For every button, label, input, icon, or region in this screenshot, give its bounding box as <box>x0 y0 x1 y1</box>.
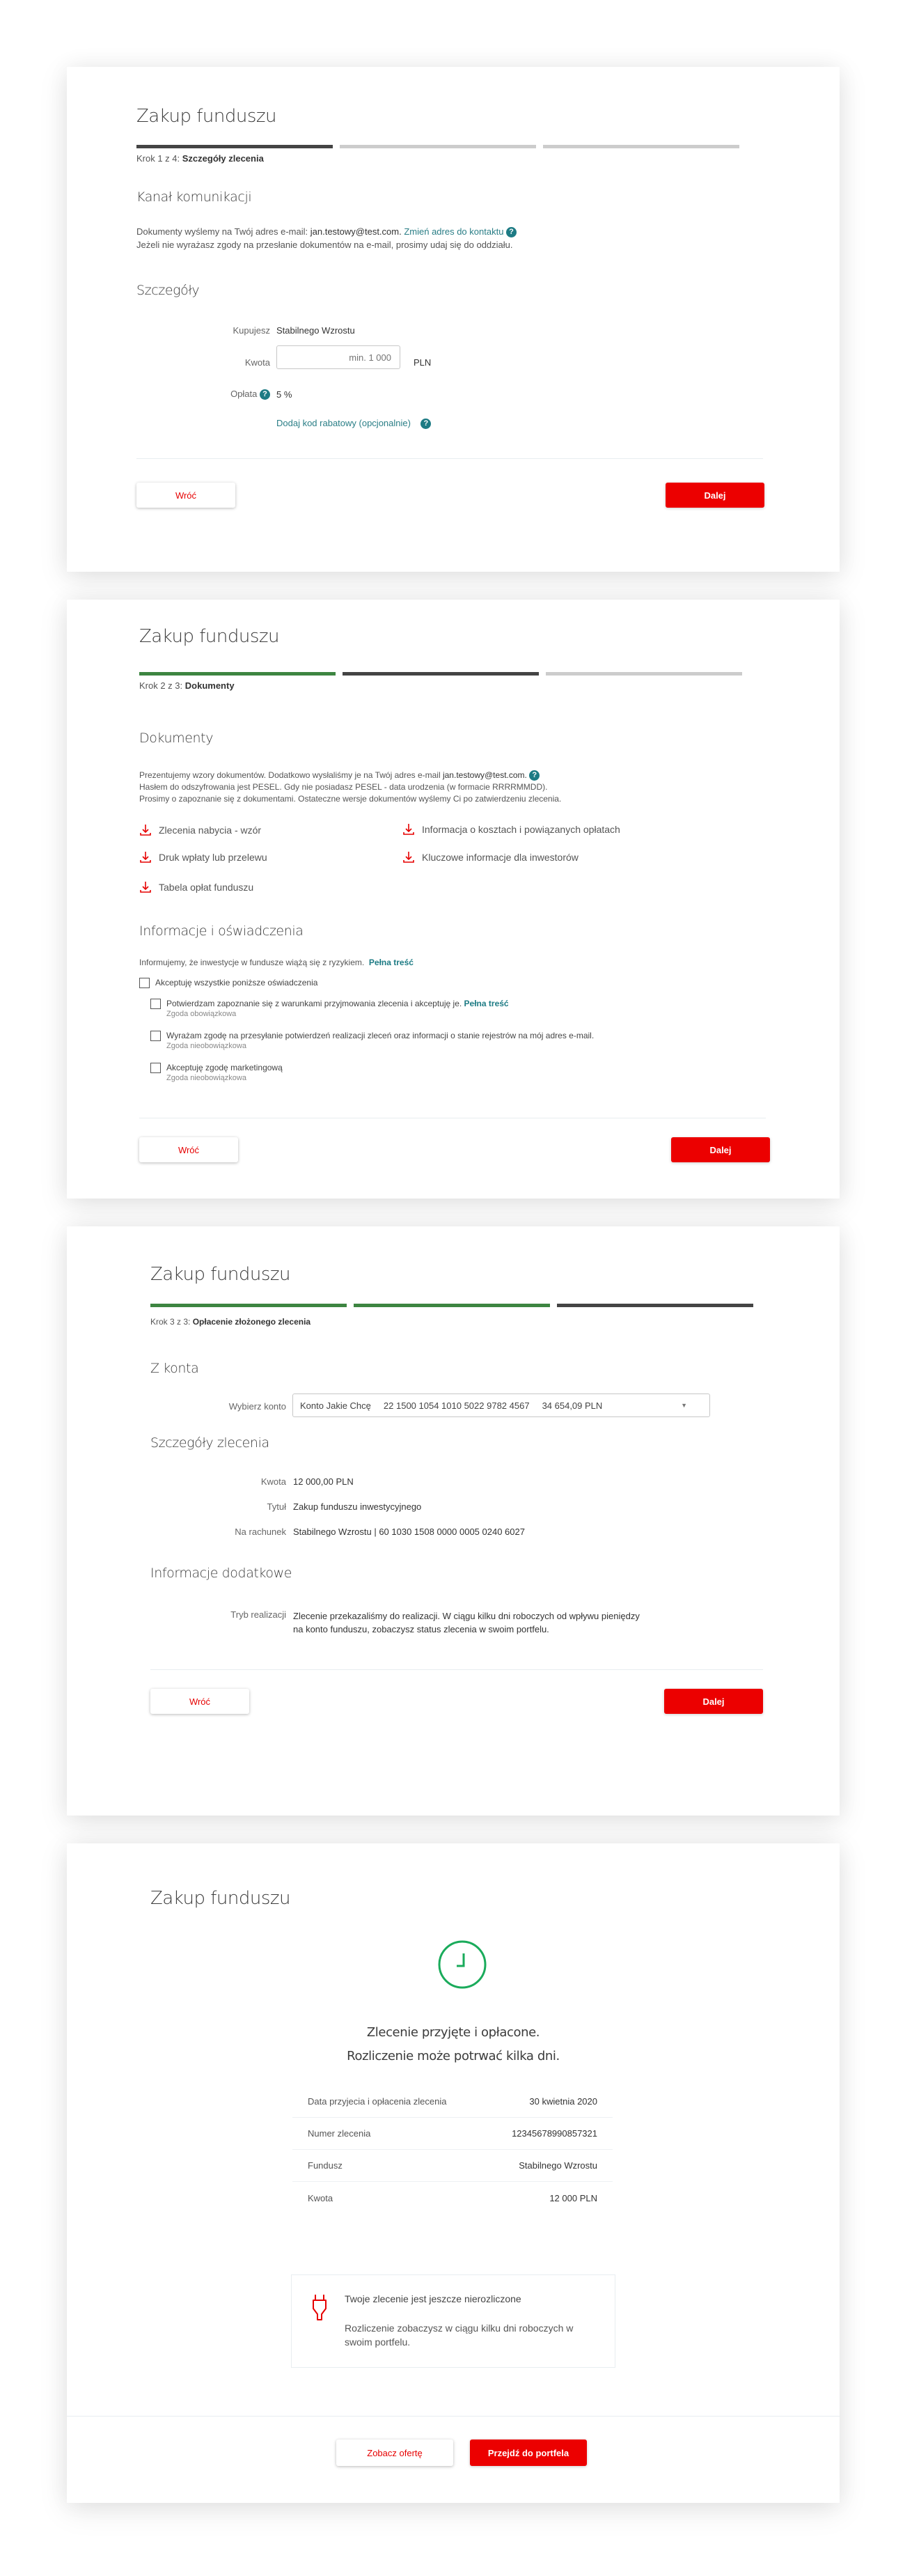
consent-checkbox[interactable] <box>150 1031 161 1041</box>
amount-label: Kwota <box>244 357 270 368</box>
account-number: 22 1500 1054 1010 5022 9782 4567 <box>383 1400 530 1411</box>
step-prefix: Krok 3 z 3: <box>150 1317 191 1327</box>
amount-currency: PLN <box>414 357 432 368</box>
status-line: Zlecenie przyjęte i opłacone. <box>366 2025 540 2040</box>
email-intro: Dokumenty wyślemy na Twój adres e-mail: <box>136 226 308 237</box>
document-link[interactable] <box>402 822 620 836</box>
account-label: Wybierz konto <box>228 1401 286 1412</box>
section-heading-statements: Informacje i oświadczenia <box>139 923 304 939</box>
document-label: Druk wpłaty lub przelewu <box>159 852 267 863</box>
accept-all-label: Akceptuję wszystkie poniższe oświadczenia <box>155 978 318 988</box>
consent-label <box>166 998 509 1009</box>
document-label: Zlecenia nabycia - wzór <box>159 825 262 836</box>
consent-text: Potwierdzam zapoznanie się z warunkami przyjmowania zlecenia i akceptuję je. <box>166 999 462 1008</box>
email-address: jan.testowy@test.com. <box>442 770 527 780</box>
step4-card <box>67 1843 840 2503</box>
step-prefix: Krok 1 z 4: <box>136 153 180 164</box>
communication-text <box>136 225 517 251</box>
progress-step-3 <box>557 1304 753 1307</box>
account-name: Konto Jakie Chcę <box>300 1400 371 1411</box>
fee-label-group <box>230 389 270 400</box>
consent-row[interactable] <box>150 1062 283 1083</box>
step-name: Dokumenty <box>184 680 235 691</box>
plug-icon <box>311 2293 328 2323</box>
help-icon[interactable]: ? <box>506 227 517 237</box>
consent-row[interactable] <box>150 998 509 1019</box>
download-icon <box>402 850 415 864</box>
summary-label: Data przyjecia i opłacenia zlecenia <box>308 2096 447 2107</box>
step-label <box>150 1317 310 1327</box>
full-text-link[interactable]: Pełna treść <box>368 958 414 967</box>
page-title: Zakup funduszu <box>139 626 280 647</box>
status-line: Rozliczenie może potrwać kilka dni. <box>347 2049 560 2063</box>
detail-label: Na rachunek <box>235 1527 286 1537</box>
step-label <box>139 680 235 691</box>
progress-step-3 <box>546 672 742 676</box>
consent-required-note: Zgoda obowiązkowa <box>166 1010 237 1018</box>
full-text-link[interactable]: Pełna treść <box>464 999 509 1008</box>
fee-label: Opłata <box>230 389 258 399</box>
summary-label: Fundusz <box>308 2160 343 2171</box>
notice-text <box>345 2321 573 2349</box>
back-button[interactable]: Wróć <box>136 483 235 508</box>
download-icon <box>139 823 152 837</box>
next-button[interactable]: Dalej <box>671 1137 770 1162</box>
discount-code-group <box>276 418 431 429</box>
notice-line: swoim portfelu. <box>345 2336 411 2348</box>
buy-label: Kupujesz <box>233 325 270 336</box>
step-name: Szczegóły zlecenia <box>182 153 264 164</box>
document-link[interactable] <box>139 850 267 864</box>
discount-code-link[interactable]: Dodaj kod rabatowy (opcjonalnie) <box>276 418 411 428</box>
password-info: Hasłem do odszyfrowania jest PESEL. Gdy nie posiadasz PESEL - data urodzenia (w formacie RRRRMMDD). <box>139 782 548 792</box>
step-name: Opłacenie złożonego zlecenia <box>192 1317 311 1327</box>
accept-all-checkbox[interactable] <box>139 978 150 988</box>
detail-label: Tytuł <box>267 1501 286 1512</box>
page-title: Zakup funduszu <box>150 1888 291 1909</box>
unsettled-notice <box>291 2274 615 2368</box>
summary-label: Kwota <box>308 2192 333 2203</box>
mode-text-line: na konto funduszu, zobaczysz status zlecenia w swoim portfelu. <box>293 1624 549 1634</box>
view-offer-button[interactable]: Zobacz ofertę <box>336 2440 453 2466</box>
step3-card <box>67 1226 840 1816</box>
step1-card <box>67 67 840 572</box>
summary-row <box>292 2182 613 2214</box>
mode-label: Tryb realizacji <box>230 1609 286 1620</box>
progress-step-1 <box>150 1304 347 1307</box>
notice-title: Twoje zlecenie jest jeszcze nierozliczone <box>345 2293 521 2304</box>
documents-description <box>139 770 561 805</box>
section-heading-details: Szczegóły <box>136 283 200 298</box>
download-icon <box>139 850 152 864</box>
mode-text-line: Zlecenie przekazaliśmy do realizacji. W ciągu kilku dni roboczych od wpływu pieniędzy <box>293 1611 640 1621</box>
download-icon <box>139 880 152 894</box>
document-label: Informacja o kosztach i powiązanych opłatach <box>422 824 620 835</box>
summary-value: 12345678990857321 <box>512 2128 597 2139</box>
step2-card <box>67 600 840 1199</box>
summary-value: 30 kwietnia 2020 <box>529 2096 597 2107</box>
section-heading-communication: Kanał komunikacji <box>136 189 252 205</box>
detail-value: Zakup funduszu inwestycyjnego <box>293 1501 422 1512</box>
summary-row <box>292 2150 613 2182</box>
progress-step-3 <box>543 145 739 148</box>
consent-checkbox[interactable] <box>150 1063 161 1073</box>
documents-intro: Prezentujemy wzory dokumentów. Dodatkowo wysłaliśmy je na Twój adres e-mail <box>139 770 441 780</box>
summary-value: Stabilnego Wzrostu <box>519 2160 597 2171</box>
summary-row <box>292 2086 613 2118</box>
risk-notice <box>139 956 414 969</box>
review-info: Prosimy o zapoznanie się z dokumentami. Ostateczne wersje dokumentów wyślemy Ci po zatwierdzeniu zlecenia. <box>139 794 562 804</box>
summary-row <box>292 2118 613 2150</box>
detail-value: Stabilnego Wzrostu | 60 1030 1508 0000 0005 0240 6027 <box>293 1527 525 1537</box>
document-link[interactable] <box>139 823 261 837</box>
status-heading <box>67 2021 840 2068</box>
consent-label: Akceptuję zgodę marketingową <box>166 1063 283 1072</box>
step-prefix: Krok 2 z 3: <box>139 680 183 691</box>
progress-step-2 <box>354 1304 550 1307</box>
section-heading-from-account: Z konta <box>150 1361 199 1376</box>
page-title: Zakup funduszu <box>150 1264 291 1285</box>
document-link[interactable] <box>402 850 579 864</box>
progress-step-2 <box>340 145 536 148</box>
progress-step-1 <box>136 145 333 148</box>
notice-line: Rozliczenie zobaczysz w ciągu kilku dni roboczych w <box>345 2323 574 2334</box>
section-heading-order-details: Szczegóły zlecenia <box>150 1435 269 1451</box>
back-button[interactable]: Wróć <box>139 1137 238 1162</box>
buy-value: Stabilnego Wzrostu <box>276 325 355 336</box>
download-icon <box>402 822 415 836</box>
go-to-portfolio-button[interactable]: Przejdź do portfela <box>470 2440 587 2466</box>
risk-text: Informujemy, że inwestycje w fundusze wiążą się z ryzykiem. <box>139 958 365 967</box>
consent-row[interactable] <box>150 1030 594 1051</box>
next-button[interactable]: Dalej <box>666 483 764 508</box>
summary-value: 12 000 PLN <box>549 2192 597 2203</box>
email-address: jan.testowy@test.com. <box>310 226 402 237</box>
account-select[interactable] <box>292 1394 710 1417</box>
section-heading-documents: Dokumenty <box>139 731 214 746</box>
help-icon[interactable]: ? <box>529 770 540 781</box>
document-label: Kluczowe informacje dla inwestorów <box>422 852 579 863</box>
mode-text <box>293 1609 640 1636</box>
back-button[interactable]: Wróć <box>150 1689 249 1714</box>
divider <box>136 458 763 459</box>
accept-all-checkbox-row[interactable] <box>139 977 317 988</box>
no-consent-text: Jeżeli nie wyrażasz zgody na przesłanie dokumentów na e-mail, prosimy udaj się do oddziału. <box>136 240 513 250</box>
help-icon[interactable]: ? <box>420 419 431 429</box>
help-icon[interactable]: ? <box>260 389 270 400</box>
detail-label: Kwota <box>260 1476 286 1487</box>
consent-checkbox[interactable] <box>150 999 161 1009</box>
progress-step-2 <box>343 672 539 676</box>
document-link[interactable] <box>139 880 253 894</box>
fee-value: 5 % <box>276 389 292 400</box>
consent-optional-note: Zgoda nieobowiązkowa <box>166 1074 246 1082</box>
account-balance: 34 654,09 PLN <box>542 1400 603 1411</box>
divider <box>150 1669 763 1670</box>
summary-label: Numer zlecenia <box>308 2128 371 2139</box>
progress-step-1 <box>139 672 336 676</box>
consent-optional-note: Zgoda nieobowiązkowa <box>166 1042 246 1050</box>
chevron-down-icon: ▼ <box>681 1402 687 1409</box>
progress-bar <box>150 1304 753 1307</box>
clock-icon <box>437 1939 487 1990</box>
section-heading-additional-info: Informacje dodatkowe <box>150 1566 292 1581</box>
page-title: Zakup funduszu <box>136 106 277 127</box>
progress-bar <box>139 672 742 676</box>
detail-value: 12 000,00 PLN <box>293 1476 354 1487</box>
step-label <box>136 153 264 164</box>
order-summary-table <box>292 2086 613 2214</box>
amount-input[interactable] <box>276 345 400 369</box>
divider <box>67 2416 840 2417</box>
consent-label: Wyrażam zgodę na przesyłanie potwierdzeń realizacji zleceń oraz informacji o stanie rejestrów na mój adres e-mail. <box>166 1031 595 1040</box>
document-label: Tabela opłat funduszu <box>159 882 254 893</box>
change-contact-link[interactable]: Zmień adres do kontaktu <box>404 226 504 237</box>
progress-bar <box>136 145 739 148</box>
next-button[interactable]: Dalej <box>664 1689 763 1714</box>
